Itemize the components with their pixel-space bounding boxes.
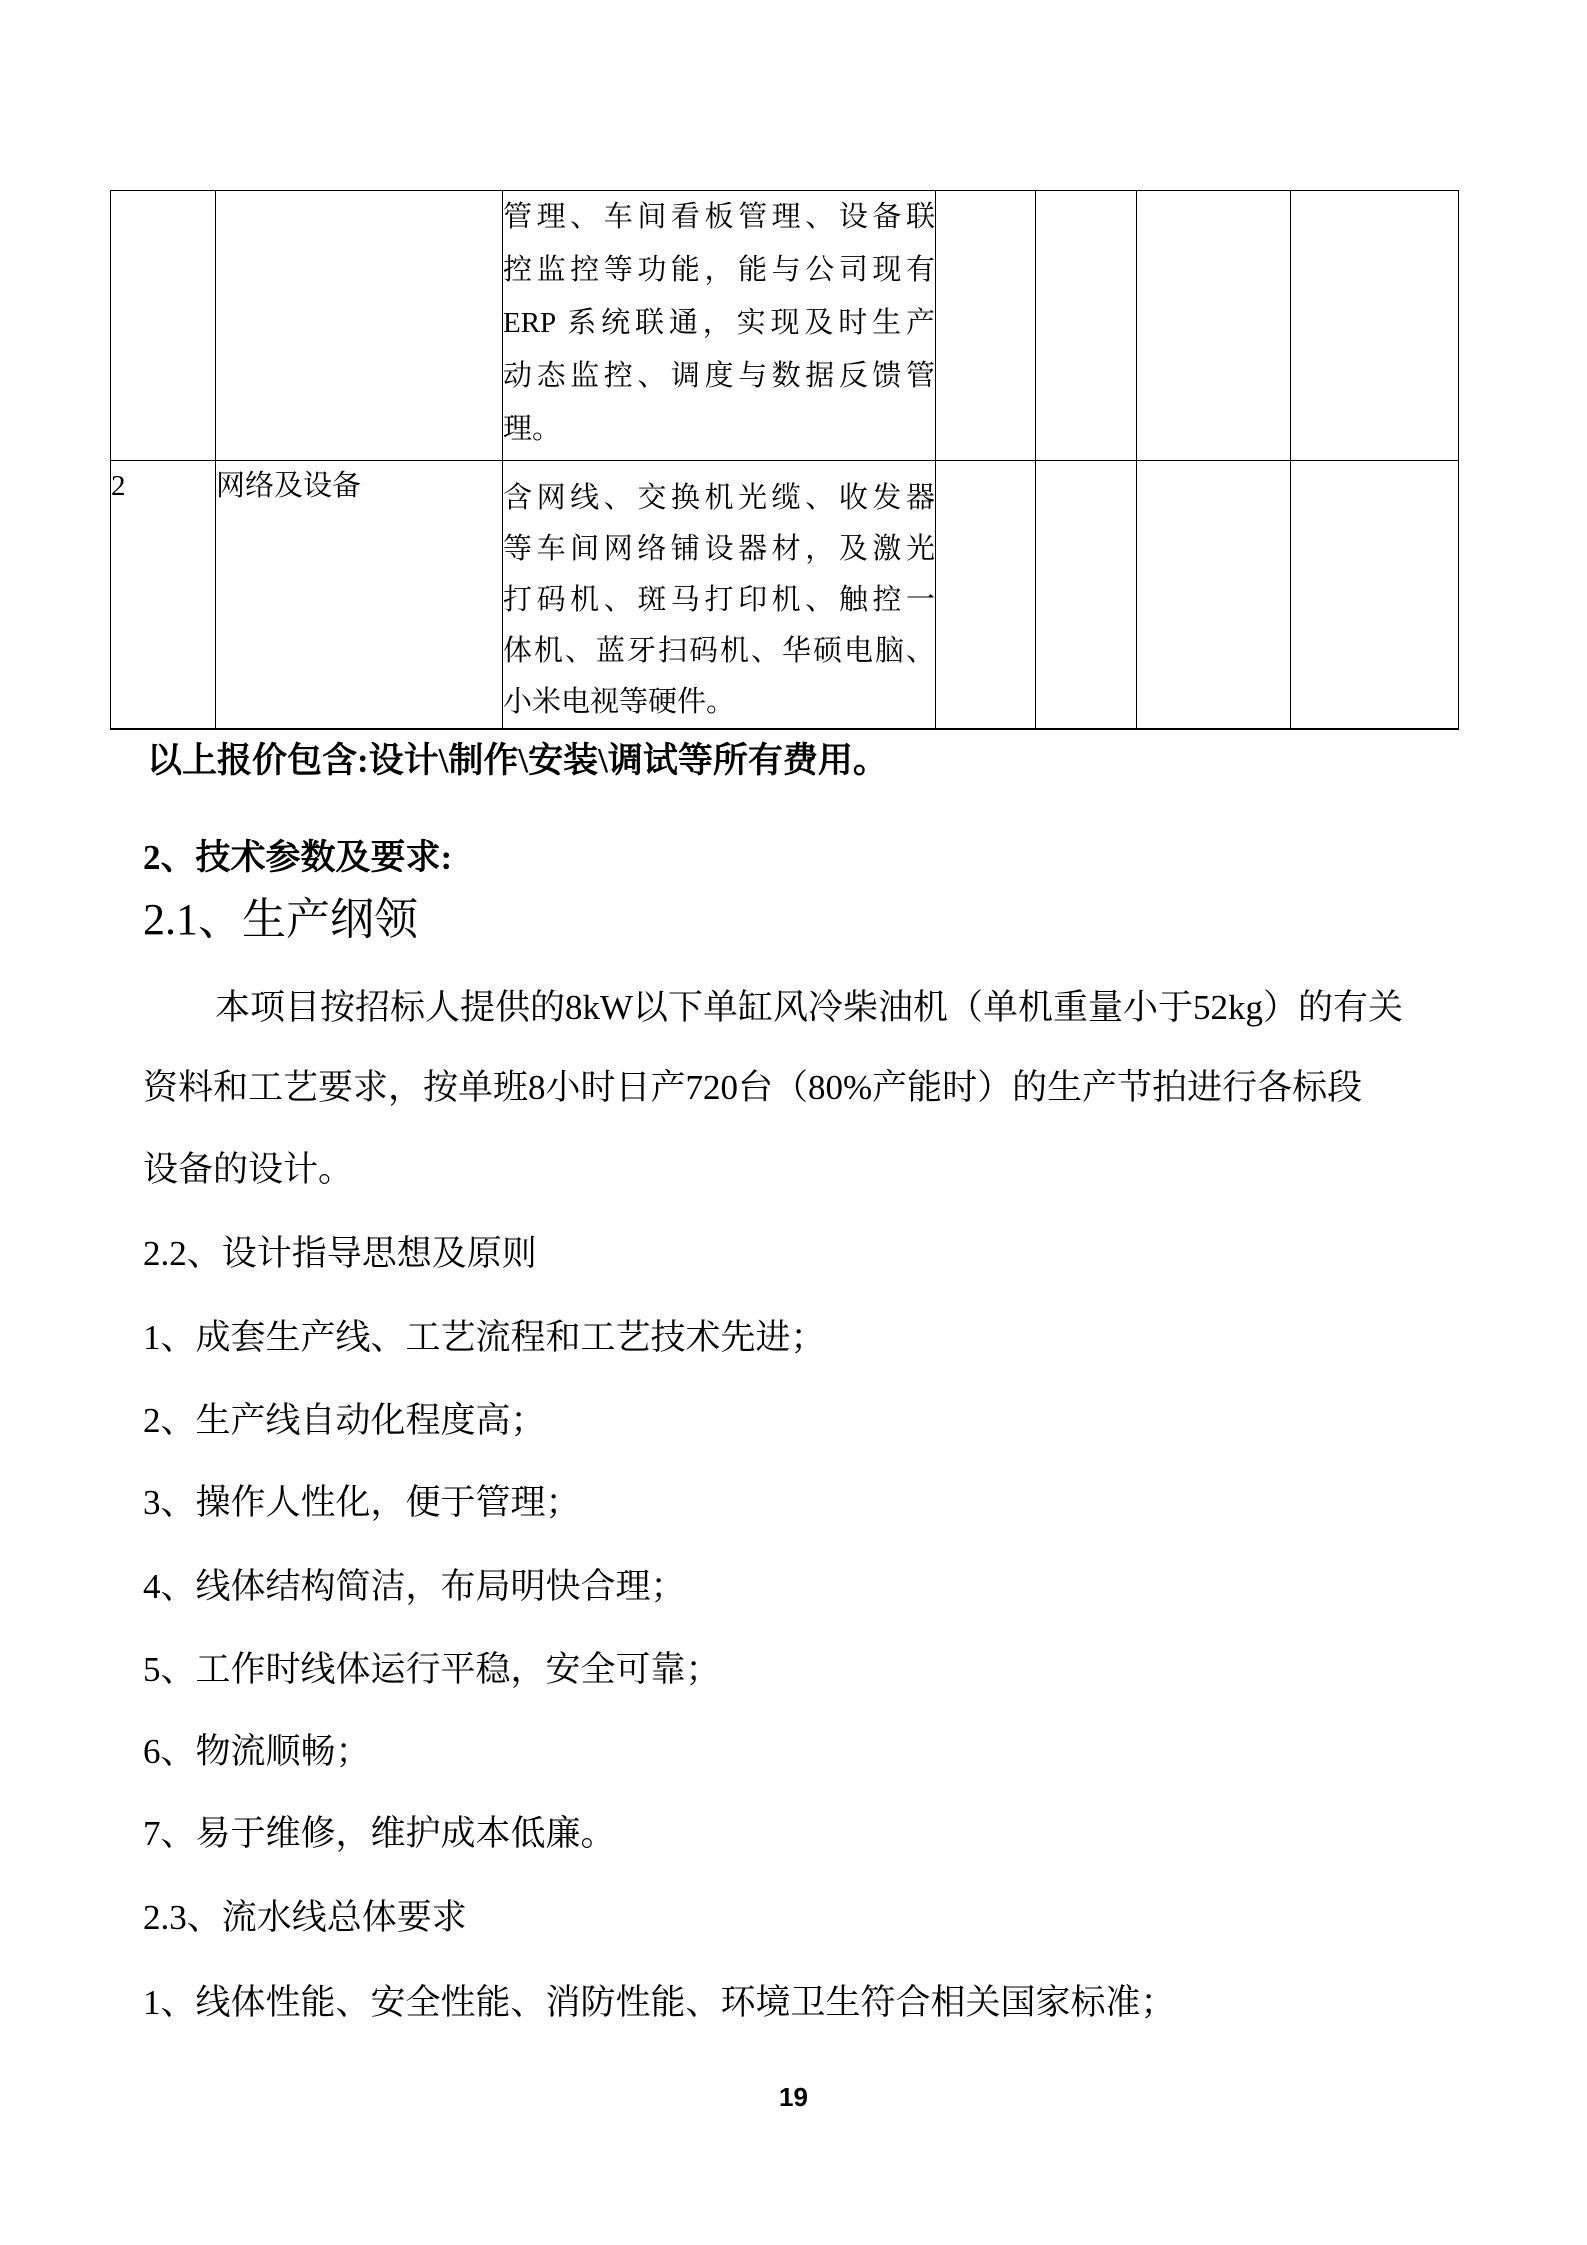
section-2-3-heading: 2.3、流水线总体要求 bbox=[143, 1898, 467, 1937]
paragraph-line: 资料和工艺要求，按单班8小时日产720台（80%产能时）的生产节拍进行各标段 bbox=[143, 1068, 1363, 1107]
list-item: 1、线体性能、安全性能、消防性能、环境卫生符合相关国家标准； bbox=[143, 1983, 1176, 2022]
table-row-continuation bbox=[111, 191, 1459, 461]
section-2-heading: 2、技术参数及要求: bbox=[143, 838, 453, 877]
table-cell-index bbox=[111, 461, 216, 730]
table-cell-description bbox=[503, 191, 936, 461]
table-cell-empty bbox=[1137, 191, 1291, 461]
list-item: 3、操作人性化，便于管理； bbox=[143, 1483, 581, 1522]
table-cell-empty bbox=[1036, 191, 1137, 461]
page-number: 19 bbox=[779, 2082, 808, 2112]
list-item: 6、物流顺畅； bbox=[143, 1732, 371, 1771]
table-cell-name bbox=[216, 461, 503, 730]
section-2-2-heading: 2.2、设计指导思想及原则 bbox=[143, 1234, 537, 1273]
row-index: 2 bbox=[111, 470, 126, 502]
desc-line: 管理、车间看板管理、设备联 bbox=[503, 201, 935, 233]
desc-line: 控监控等功能，能与公司现有 bbox=[503, 254, 935, 286]
list-item: 2、生产线自动化程度高； bbox=[143, 1401, 546, 1440]
desc-line: 等车间网络铺设器材，及激光 bbox=[503, 533, 935, 565]
quotation-table bbox=[110, 190, 1459, 730]
desc-line: ERP 系统联通，实现及时生产 bbox=[503, 307, 935, 339]
row-name: 网络及设备 bbox=[216, 470, 362, 502]
list-item: 7、易于维修，维护成本低廉。 bbox=[143, 1814, 616, 1853]
list-item: 5、工作时线体运行平稳，安全可靠； bbox=[143, 1650, 721, 1689]
table-cell-empty bbox=[936, 191, 1036, 461]
desc-line: 动态监控、调度与数据反馈管 bbox=[503, 360, 935, 392]
table-cell-description bbox=[503, 461, 936, 730]
paragraph-line: 设备的设计。 bbox=[143, 1150, 354, 1189]
list-item: 4、线体结构简洁，布局明快合理； bbox=[143, 1567, 686, 1606]
price-note: 以上报价包含:设计\制作\安装\调试等所有费用。 bbox=[147, 741, 888, 780]
desc-line: 含网线、交换机光缆、收发器 bbox=[503, 482, 935, 514]
table-cell-index-empty bbox=[111, 191, 216, 461]
desc-line: 小米电视等硬件。 bbox=[503, 686, 736, 718]
table-cell-empty bbox=[1036, 461, 1137, 730]
desc-line: 体机、蓝牙扫码机、华硕电脑、 bbox=[503, 635, 935, 667]
desc-line: 理。 bbox=[503, 413, 562, 445]
table-cell-empty bbox=[936, 461, 1036, 730]
paragraph-line: 本项目按招标人提供的8kW以下单缸风冷柴油机（单机重量小于52kg）的有关 bbox=[215, 988, 1404, 1027]
table-cell-empty bbox=[1137, 461, 1291, 730]
desc-line: 打码机、斑马打印机、触控一 bbox=[503, 584, 935, 616]
table-cell-empty bbox=[1291, 191, 1459, 461]
table-cell-name-empty bbox=[216, 191, 503, 461]
list-item: 1、成套生产线、工艺流程和工艺技术先进； bbox=[143, 1318, 826, 1357]
table-cell-empty bbox=[1291, 461, 1459, 730]
section-2-1-heading: 2.1、生产纲领 bbox=[143, 895, 418, 944]
table-row bbox=[111, 461, 1459, 730]
